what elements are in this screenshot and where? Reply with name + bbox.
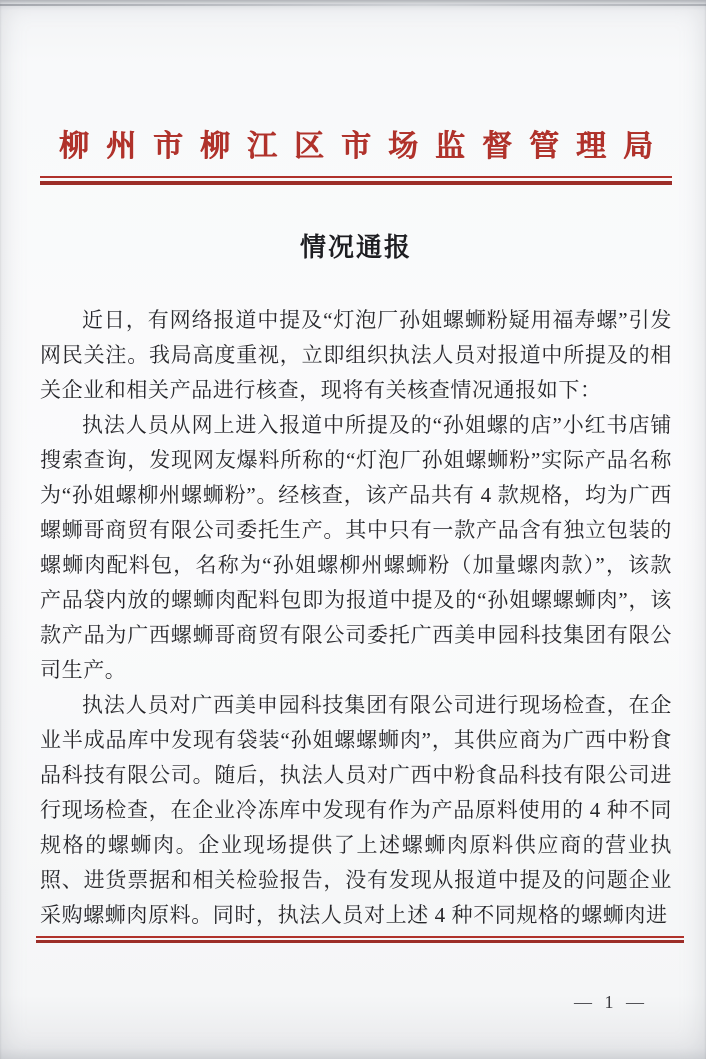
- page-number: — 1 —: [574, 992, 648, 1012]
- document-body: [40, 303, 672, 933]
- red-divider-line: [40, 176, 672, 185]
- body-paragraph: 近日，有网络报道中提及“灯泡厂孙姐螺蛳粉疑用福寿螺”引发网民关注。我局高度重视，立即组织执法人员对报道中所提及的相关企业和相关产品进行核查，现将有关核查情况通报如下：: [40, 308, 672, 402]
- document-title: 情况通报: [299, 233, 412, 262]
- agency-header: 柳州市柳江区市场监督管理局: [59, 130, 670, 163]
- red-underline: [36, 936, 684, 943]
- document-content: [40, 0, 672, 943]
- body-paragraph: 执法人员从网上进入报道中所提及的“孙姐螺的店”小红书店铺搜索查询，发现网友爆料所称的“灯泡厂孙姐螺蛳粉”实际产品名称为“孙姐螺柳州螺蛳粉”。经核查，该产品共有 4 款规格，均为广西螺蛳哥商贸有限公司委托生产。其中只有一款产品含有独立包装的螺蛳肉配料包，名称为“孙姐螺柳州螺蛳粉（加量螺肉款）”，该款产品袋内放的螺蛳肉配料包即为报道中提及的“孙姐螺螺蛳肉”，该款产品为广西螺蛳哥商贸有限公司委托广西美申园科技集团有限公司生产。: [40, 413, 672, 682]
- body-paragraph: 执法人员对广西美申园科技集团有限公司进行现场检查，在企业半成品库中发现有袋装“孙姐螺螺蛳肉”，其供应商为广西中粉食品科技有限公司。随后，执法人员对广西中粉食品科技有限公司进行现场检查，在企业冷冻库中发现有作为产品原料使用的 4 种不同规格的螺蛳肉。企业现场提供了上述螺蛳肉原料供应商的营业执照、进货票据和相关检验报告，没有发现从报道中提及的问题企业采购螺蛳肉原料。同时，执法人员对上述 4 种不同规格的螺蛳肉进: [40, 693, 672, 927]
